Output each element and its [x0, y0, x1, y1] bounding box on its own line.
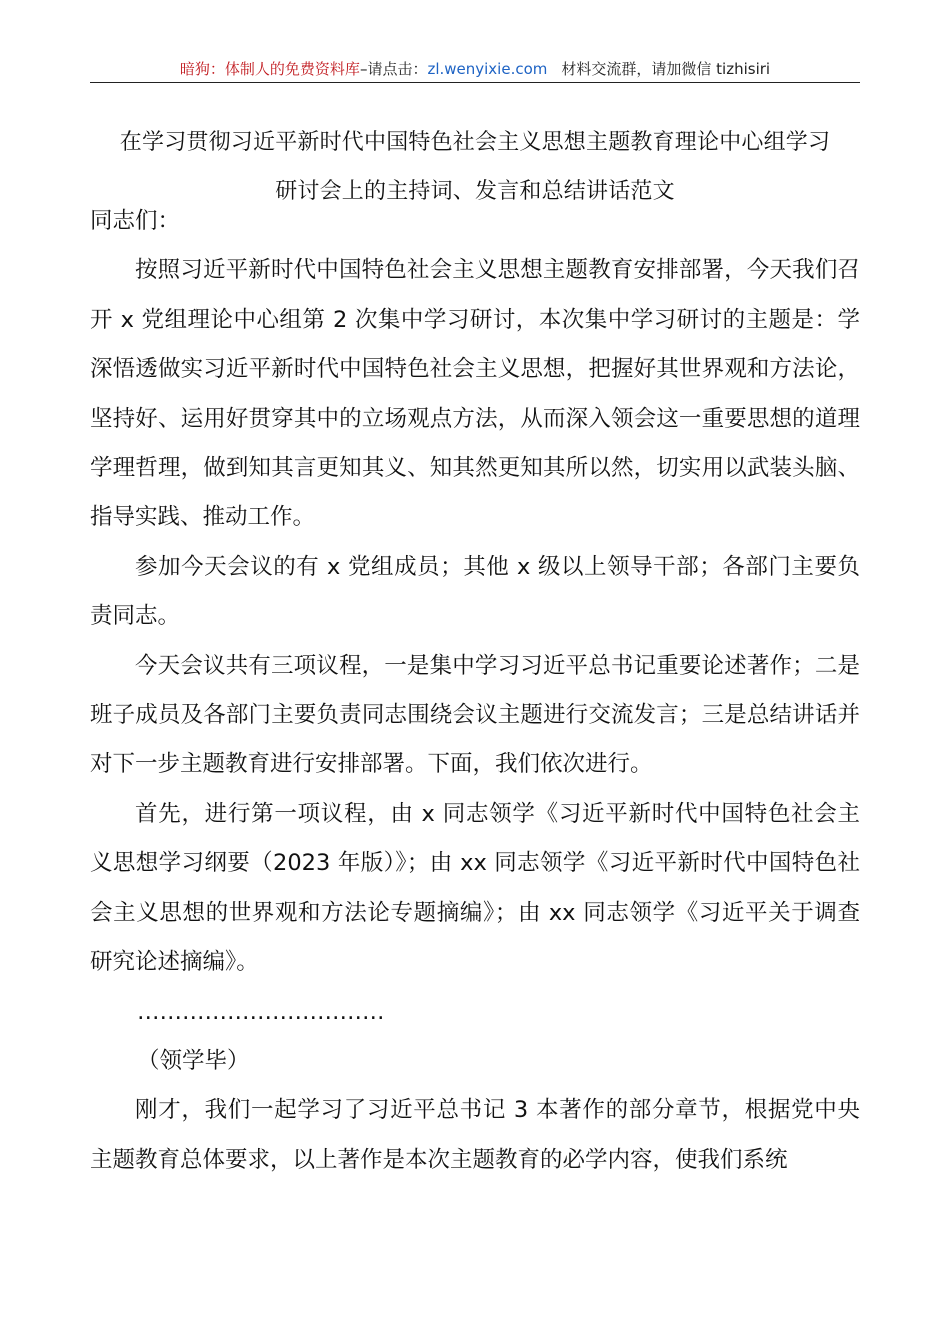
title-line-1: 在学习贯彻习近平新时代中国特色社会主义思想主题教育理论中心组学习	[119, 130, 831, 155]
paragraph: 参加今天会议的有 x 党组成员；其他 x 级以上领导干部；各部门主要负责同志。	[90, 553, 860, 630]
ellipsis-separator: ……………………………	[137, 998, 385, 1025]
header-link[interactable]: zl.wenyixie.com	[427, 60, 548, 78]
closing-paragraph: 刚才，我们一起学习了习近平总书记 3 本著作的部分章节，根据党中央主题教育总体要求，以上著作是本次主题教育的必学内容，使我们系统	[90, 1097, 860, 1173]
header-brand: 暗狗：体制人的免费资料库	[179, 60, 360, 78]
page-header	[90, 58, 860, 83]
paragraph: 今天会议共有三项议程，一是集中学习习近平总书记重要论述著作；二是班子成员及各部门主要负责同志围绕会议主题进行交流发言；三是总结讲话并对下一步主题教育进行安排部署。下面，我们依次进行。	[90, 652, 860, 778]
document-body	[90, 197, 860, 1185]
header-note: 材料交流群，请加微信 tizhisiri	[561, 60, 771, 78]
salutation: 同志们：	[90, 208, 181, 234]
title-line-2: 研讨会上的主持词、发言和总结讲话范文	[275, 179, 675, 204]
header-prompt: –请点击：	[359, 60, 428, 78]
aside-note: （领学毕）	[137, 1047, 250, 1074]
paragraph: 首先，进行第一项议程，由 x 同志领学《习近平新时代中国特色社会主义思想学习纲要（2023 年版）》；由 xx 同志领学《习近平新时代中国特色社会主义思想的世界观和方法论专题摘编》；由 xx 同志领学《习近平关于调查研究论述摘编》。	[90, 800, 860, 976]
paragraph: 按照习近平新时代中国特色社会主义思想主题教育安排部署，今天我们召开 x 党组理论中心组第 2 次集中学习研讨，本次集中学习研讨的主题是：学深悟透做实习近平新时代中国特色社会主义思想，把握好其世界观和方法论，坚持好、运用好贯穿其中的立场观点方法，从而深入领会这一重要思想的道理学理哲理，做到知其言更知其义、知其然更知其所以然，切实用以武装头脑、指导实践、推动工作。	[90, 257, 860, 531]
